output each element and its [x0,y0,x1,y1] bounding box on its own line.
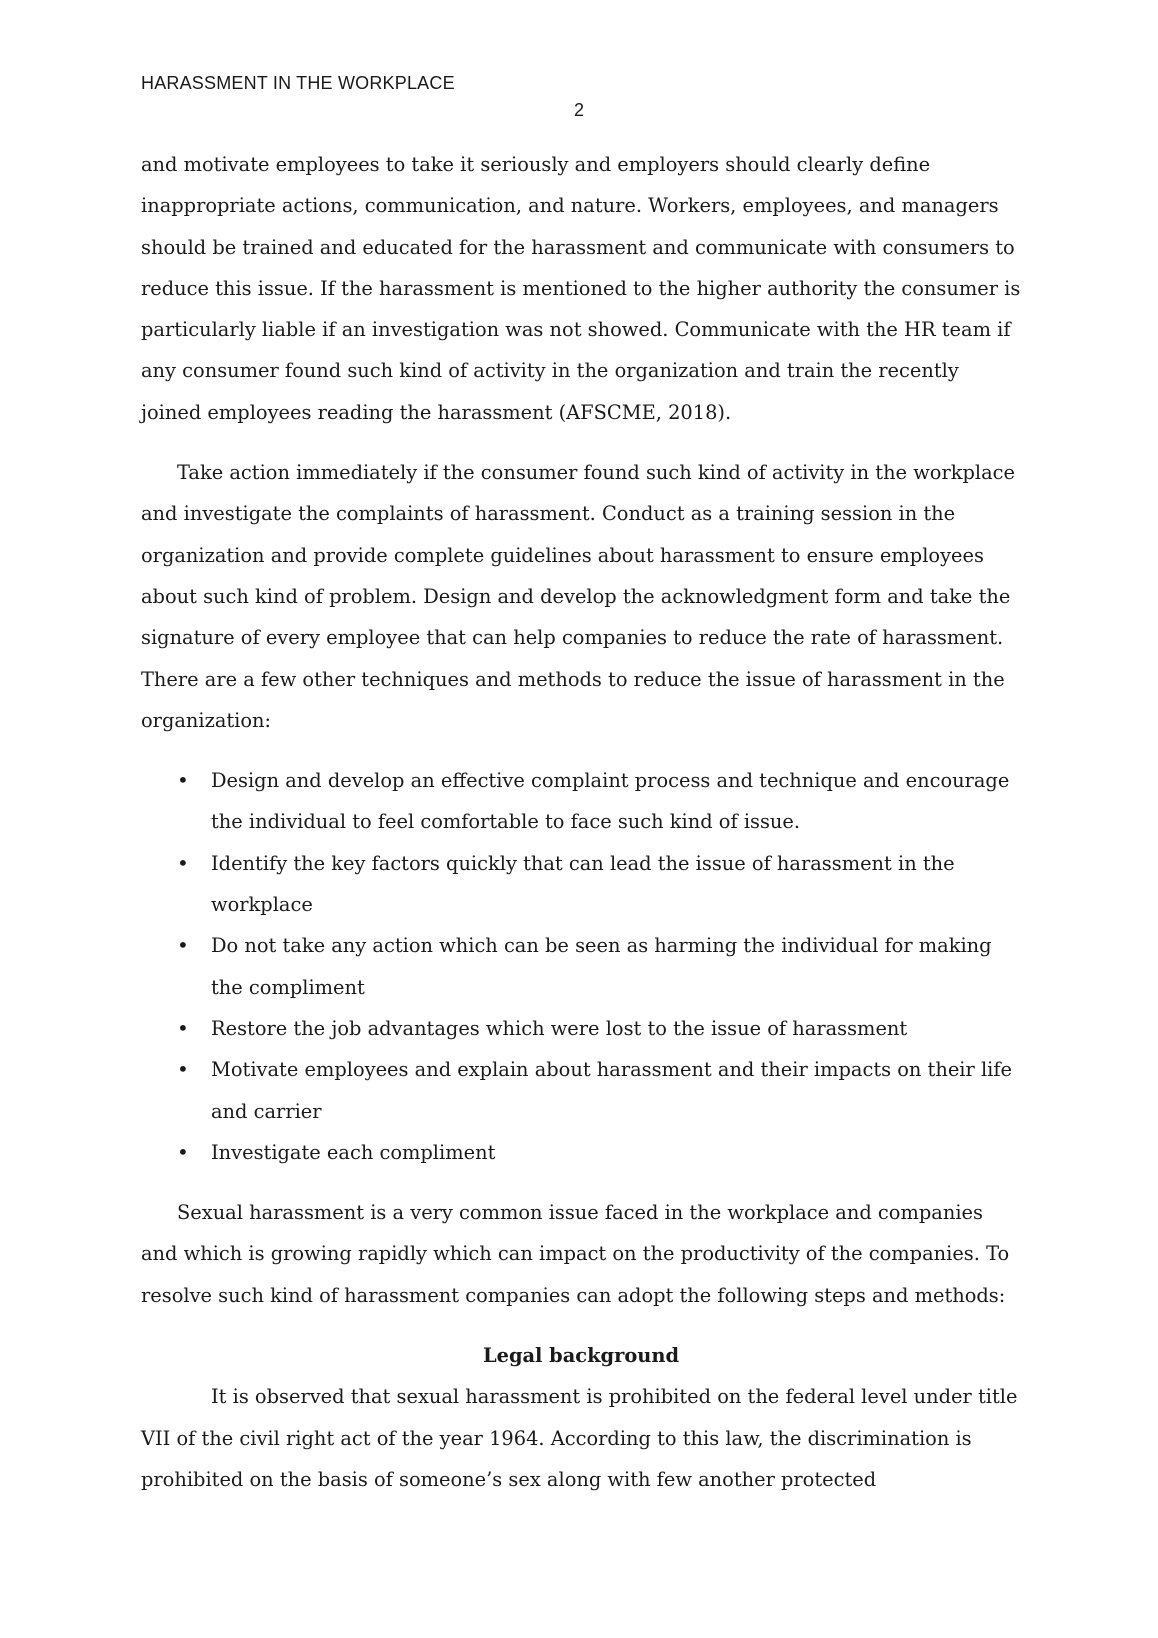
paragraph-4: It is observed that sexual harassment is prohibited on the federal level under title VII of the civil right act of the year 1964. According to this law, the discrimination is prohibited on the basis of someone’s sex along with few another protected [141,1385,1018,1491]
list-item-text: Design and develop an effective complaint process and technique and encourage the individual to feel comfortable to face such kind of issue. [211,769,1010,834]
paragraph-1: and motivate employees to take it seriously and employers should clearly define inappropriate actions, communication, and nature. Workers, employees, and managers should be trained and educated for the harassment and communicate with consumers to reduce this issue. If the harassment is mentioned to the higher authority the consumer is particularly liable if an investigation was not showed. Communicate with the HR team if any consumer found such kind of activity in the organization and train the recently joined employees reading the harassment (AFSCME, 2018). [141,153,1021,424]
running-header: HARASSMENT IN THE WORKPLACE [141,73,455,93]
bullet-list [141,760,1021,1173]
list-item-text: Investigate each compliment [211,1140,496,1164]
document-body [141,144,1021,1500]
list-item [141,1132,1021,1173]
bullet-icon: • [177,768,189,793]
list-item [141,843,1021,926]
list-item-text: Identify the key factors quickly that can lead the issue of harassment in the workplace [211,851,955,917]
list-item [141,925,1021,1008]
bullet-icon: • [177,850,189,875]
paragraph-3: Sexual harassment is a very common issue faced in the workplace and companies and which is growing rapidly which can impact on the productivity of the companies. To resolve such kind of harassment companies can adopt the following steps and methods: [141,1201,1010,1307]
bullet-icon: • [177,1139,189,1164]
list-item [141,1008,1021,1049]
paragraph-2: Take action immediately if the consumer found such kind of activity in the workplace and investigate the complaints of harassment. Conduct as a training session in the organization and provide complete guidelines about harassment to ensure employees about such kind of problem. Design and develop the acknowledgment form and take the signature of every employee that can help companies to reduce the rate of harassment. There are a few other techniques and methods to reduce the issue of harassment in the organization: [141,461,1015,732]
list-item-text: Do not take any action which can be seen as harming the individual for making the compliment [211,934,992,999]
list-item-text: Restore the job advantages which were lost to the issue of harassment [211,1016,908,1040]
bullet-icon: • [177,1015,189,1040]
section-heading: Legal background [482,1344,680,1368]
bullet-icon: • [177,1057,189,1082]
list-item [141,1049,1021,1132]
page-number: 2 [573,100,584,120]
list-item [141,760,1021,843]
bullet-icon: • [177,933,189,958]
list-item-text: Motivate employees and explain about harassment and their impacts on their life and carrier [211,1058,1012,1123]
